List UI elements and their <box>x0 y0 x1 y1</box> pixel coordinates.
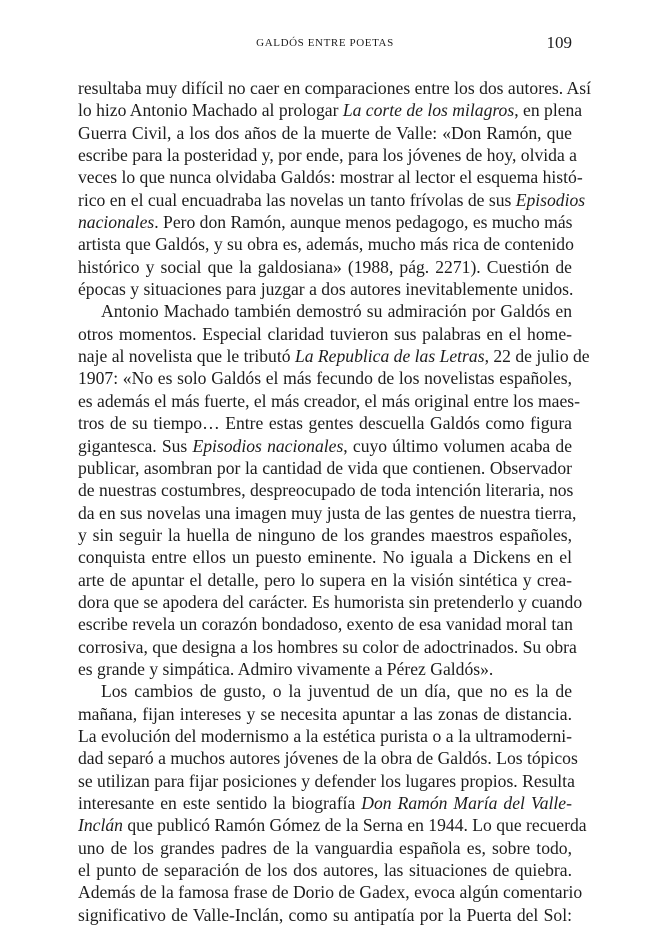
text-run: conquista entre ellos un puesto eminente. No iguala a Dickens en el <box>78 547 572 568</box>
text-run: publicar, asombran por la cantidad de vida que contienen. Observador <box>78 457 572 478</box>
body-text <box>78 77 591 926</box>
text-run: . Pero don Ramón, aunque menos pedagogo, es mucho más <box>154 212 573 233</box>
text-run: el punto de separación de los dos autores, las situaciones de quiebra. <box>78 860 572 881</box>
text-run: de nuestras costumbres, despreocupado de toda intención literaria, nos <box>78 480 574 501</box>
text-run: otros momentos. Especial claridad tuvieron sus palabras en el home- <box>78 323 572 344</box>
text-line <box>78 792 572 814</box>
text-line <box>78 680 572 702</box>
italic-title: Don Ramón María del Valle- <box>361 793 572 813</box>
text-line <box>78 747 578 769</box>
text-line <box>78 390 580 412</box>
text-line <box>78 770 575 792</box>
text-line <box>78 144 577 166</box>
italic-title: La Republica de las Letras <box>294 346 485 367</box>
text-run: , en plena <box>514 100 583 121</box>
text-run: dad separó a muchos autores jóvenes de la obra de Galdós. Los tópicos <box>78 748 578 769</box>
text-run: épocas y situaciones para juzgar a dos autores inevitablemente unidos. <box>78 279 574 300</box>
text-run: corrosiva, que designa a los hombres su color de adoctrinados. Su obra <box>78 636 577 657</box>
text-run: significativo de Valle-Inclán, como su antipatía por la Puerta del Sol: <box>78 904 572 925</box>
text-line <box>78 435 572 457</box>
text-line <box>78 524 572 546</box>
text-line <box>78 457 572 479</box>
text-run: Además de la famosa frase de Dorio de Gadex, evoca algún comentario <box>78 882 583 903</box>
text-line <box>78 881 583 903</box>
text-run: da en sus novelas una imagen muy justa de las gentes de nuestra tierra, <box>78 502 577 523</box>
text-line <box>78 99 583 121</box>
text-run: es además el más fuerte, el más creador, el más original entre los maes- <box>78 390 580 411</box>
text-run: resultaba muy difícil no caer en comparaciones entre los dos autores. Así <box>78 78 591 98</box>
text-run: interesante en este sentido la biografía <box>78 793 362 813</box>
text-run: es grande y simpática. Admiro vivamente a Pérez Galdós». <box>78 658 494 679</box>
text-line <box>78 636 577 658</box>
italic-title: Inclán <box>78 815 123 836</box>
italic-title: nacionales <box>78 212 155 233</box>
text-run: escribe revela un corazón bondadoso, exento de esa vanidad moral tan <box>78 614 573 635</box>
text-run: se utilizan para fijar posiciones y defender los lugares propios. Resulta <box>78 770 575 791</box>
text-line <box>78 166 583 188</box>
text-line <box>78 211 572 233</box>
text-run: dora que se apodera del carácter. Es humorista sin pretenderlo y cuando <box>78 591 583 612</box>
text-run: escribe para la posteridad y, por ende, para los jóvenes de hoy, olvida a <box>78 145 577 166</box>
text-line <box>78 502 577 524</box>
text-line <box>78 323 572 345</box>
text-line <box>78 725 572 747</box>
text-run: arte de apuntar el detalle, pero lo supera en la visión sintética y crea- <box>78 569 572 590</box>
text-line <box>78 859 572 881</box>
running-head <box>78 33 572 55</box>
text-run: La evolución del modernismo a la estética purista o a la ultramoderni- <box>78 725 572 746</box>
text-run: mañana, fijan intereses y se necesita apuntar a las zonas de distancia. <box>78 703 572 724</box>
text-run: artista que Galdós, y su obra es, además, mucho más rica de contenido <box>78 234 574 255</box>
text-run: gigantesca. Sus <box>78 435 193 456</box>
text-run: tros de su tiempo… Entre estas gentes descuella Galdós como figura <box>78 413 572 434</box>
page-number: 109 <box>546 33 572 52</box>
text-line <box>78 300 572 322</box>
text-run: , cuyo último volumen acaba de <box>343 435 573 456</box>
italic-title: La corte de los milagros <box>342 100 515 121</box>
text-run: rico en el cual encuadraba las novelas un tanto frívolas de sus <box>78 189 516 210</box>
text-run: y sin seguir la huella de ninguno de los grandes maestros españoles, <box>78 524 572 545</box>
text-run: Antonio Machado también demostró su admiración por Galdós en <box>101 301 572 322</box>
text-line <box>78 613 572 635</box>
text-run: 1907: «No es solo Galdós el más fecundo de los novelistas españoles, <box>78 368 572 389</box>
text-line <box>78 703 572 725</box>
text-line <box>78 122 572 144</box>
text-run: que publicó Ramón Gómez de la Serna en 1944. Lo que recuerda <box>122 815 587 836</box>
text-line <box>78 658 572 680</box>
text-line <box>78 77 591 99</box>
text-run: Guerra Civil, a los dos años de la muerte de Valle: «Don Ramón, que <box>78 122 572 143</box>
text-line <box>78 591 583 613</box>
text-line <box>78 189 586 211</box>
text-line <box>78 233 572 255</box>
italic-title: Episodios nacionales <box>192 435 344 456</box>
text-line <box>78 278 572 300</box>
text-run: naje al novelista que le tributó <box>78 346 295 367</box>
text-line <box>78 345 590 367</box>
text-line <box>78 904 572 926</box>
text-line <box>78 367 572 389</box>
text-line <box>78 256 572 278</box>
text-line <box>78 546 572 568</box>
text-line <box>78 412 572 434</box>
text-line <box>78 837 572 859</box>
text-line <box>78 814 587 836</box>
running-title: GALDÓS ENTRE POETAS <box>256 37 394 49</box>
text-run: Los cambios de gusto, o la juventud de un día, que no es la de <box>101 681 572 702</box>
text-line <box>78 479 572 501</box>
text-run: uno de los grandes padres de la vanguardia española es, sobre todo, <box>78 837 572 858</box>
text-run: veces lo que nunca olvidaba Galdós: mostrar al lector el esquema histó- <box>78 167 583 188</box>
text-run: lo hizo Antonio Machado al prologar <box>78 100 343 121</box>
text-run: histórico y social que la galdosiana» (1988, pág. 2271). Cuestión de <box>78 256 572 277</box>
text-line <box>78 569 572 591</box>
italic-title: Episodios <box>515 189 586 210</box>
text-run: , 22 de julio de <box>484 346 590 367</box>
